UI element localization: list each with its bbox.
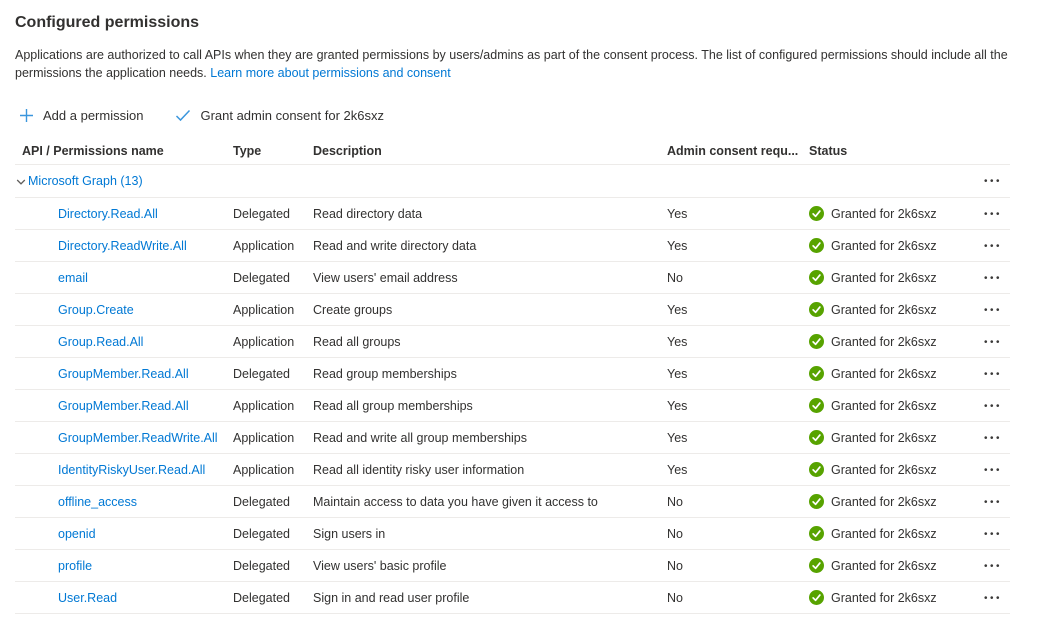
permission-status bbox=[809, 558, 962, 573]
permission-status bbox=[809, 494, 962, 509]
permission-type: Delegated bbox=[233, 526, 290, 541]
permission-row bbox=[15, 390, 1010, 422]
granted-check-icon bbox=[809, 430, 824, 445]
permission-name-link[interactable]: IdentityRiskyUser.Read.All bbox=[58, 462, 206, 477]
permission-type: Application bbox=[233, 462, 295, 477]
permission-row bbox=[15, 454, 1010, 486]
column-header-type[interactable]: Type bbox=[233, 143, 262, 158]
permission-type: Application bbox=[233, 398, 295, 413]
permission-description: Read all groups bbox=[313, 334, 401, 349]
permission-type: Application bbox=[233, 238, 295, 253]
permission-type: Delegated bbox=[233, 494, 290, 509]
permission-row bbox=[15, 326, 1010, 358]
api-group-link[interactable]: Microsoft Graph (13) bbox=[28, 174, 143, 188]
row-context-menu-button[interactable]: ••• bbox=[983, 240, 1002, 252]
permission-type: Delegated bbox=[233, 590, 290, 605]
learn-more-link[interactable]: Learn more about permissions and consent bbox=[210, 65, 451, 80]
permission-row bbox=[15, 582, 1010, 614]
admin-consent-value: No bbox=[667, 526, 683, 541]
admin-consent-value: Yes bbox=[667, 430, 688, 445]
status-text: Granted for 2k6sxz bbox=[831, 526, 937, 541]
permission-description: Read group memberships bbox=[313, 366, 457, 381]
description-body: Applications are authorized to call APIs when they are granted permissions by users/admins as part of the consent process. The list of configured permissions should include all the permissions the application needs. bbox=[15, 48, 1008, 80]
admin-consent-value: No bbox=[667, 270, 683, 285]
permission-status bbox=[809, 590, 962, 605]
permission-description: Read and write all group memberships bbox=[313, 430, 527, 445]
status-text: Granted for 2k6sxz bbox=[831, 206, 937, 221]
permission-name-link[interactable]: offline_access bbox=[58, 494, 137, 509]
permission-status bbox=[809, 270, 962, 285]
column-header-status[interactable]: Status bbox=[809, 143, 848, 158]
column-header-description[interactable]: Description bbox=[313, 143, 382, 158]
admin-consent-value: No bbox=[667, 590, 683, 605]
permission-name-link[interactable]: User.Read bbox=[58, 590, 118, 605]
row-context-menu-button[interactable]: ••• bbox=[983, 496, 1002, 508]
column-header-name[interactable]: API / Permissions name bbox=[22, 143, 164, 158]
status-text: Granted for 2k6sxz bbox=[831, 238, 937, 253]
permission-status bbox=[809, 430, 962, 445]
permission-description: Sign users in bbox=[313, 526, 386, 541]
table-header-row bbox=[15, 137, 1010, 165]
status-text: Granted for 2k6sxz bbox=[831, 430, 937, 445]
admin-consent-value: Yes bbox=[667, 398, 688, 413]
permission-row bbox=[15, 230, 1010, 262]
granted-check-icon bbox=[809, 302, 824, 317]
granted-check-icon bbox=[809, 494, 824, 509]
permission-type: Delegated bbox=[233, 366, 290, 381]
add-permission-button[interactable] bbox=[15, 106, 147, 125]
permission-status bbox=[809, 302, 962, 317]
permission-status bbox=[809, 238, 962, 253]
permission-row bbox=[15, 294, 1010, 326]
row-context-menu-button[interactable]: ••• bbox=[983, 592, 1002, 604]
admin-consent-value: No bbox=[667, 558, 683, 573]
admin-consent-value: Yes bbox=[667, 206, 688, 221]
row-context-menu-button[interactable]: ••• bbox=[983, 208, 1002, 220]
row-context-menu-button[interactable]: ••• bbox=[983, 304, 1002, 316]
admin-consent-value: Yes bbox=[667, 334, 688, 349]
row-context-menu-button[interactable]: ••• bbox=[983, 528, 1002, 540]
permission-status bbox=[809, 462, 962, 477]
status-text: Granted for 2k6sxz bbox=[831, 590, 937, 605]
permission-type: Delegated bbox=[233, 206, 290, 221]
permission-name-link[interactable]: Directory.Read.All bbox=[58, 206, 158, 221]
plus-icon bbox=[19, 108, 34, 123]
permission-row bbox=[15, 518, 1010, 550]
permission-description: Read directory data bbox=[313, 206, 423, 221]
permission-name-link[interactable]: profile bbox=[58, 558, 93, 573]
granted-check-icon bbox=[809, 398, 824, 413]
permission-name-link[interactable]: GroupMember.ReadWrite.All bbox=[58, 430, 218, 445]
permission-name-link[interactable]: email bbox=[58, 270, 88, 285]
permission-type: Delegated bbox=[233, 558, 290, 573]
permissions-table bbox=[15, 137, 1010, 614]
api-group-row bbox=[15, 165, 1010, 198]
permission-name-link[interactable]: GroupMember.Read.All bbox=[58, 398, 189, 413]
permission-status bbox=[809, 398, 962, 413]
permission-row bbox=[15, 198, 1010, 230]
granted-check-icon bbox=[809, 590, 824, 605]
admin-consent-value: Yes bbox=[667, 366, 688, 381]
permission-description: View users' basic profile bbox=[313, 558, 447, 573]
status-text: Granted for 2k6sxz bbox=[831, 462, 937, 477]
permission-status bbox=[809, 206, 962, 221]
status-text: Granted for 2k6sxz bbox=[831, 270, 937, 285]
permission-name-link[interactable]: Group.Create bbox=[58, 302, 134, 317]
permission-name-link[interactable]: Group.Read.All bbox=[58, 334, 144, 349]
description-text bbox=[15, 47, 1023, 82]
row-context-menu-button[interactable]: ••• bbox=[983, 400, 1002, 412]
permission-type: Application bbox=[233, 334, 295, 349]
status-text: Granted for 2k6sxz bbox=[831, 558, 937, 573]
granted-check-icon bbox=[809, 558, 824, 573]
permissions-toolbar bbox=[15, 105, 1042, 125]
permission-type: Application bbox=[233, 430, 295, 445]
granted-check-icon bbox=[809, 462, 824, 477]
page-title: Configured permissions bbox=[15, 14, 200, 31]
row-context-menu-button[interactable]: ••• bbox=[983, 464, 1002, 476]
row-context-menu-button[interactable]: ••• bbox=[983, 560, 1002, 572]
permission-row bbox=[15, 262, 1010, 294]
admin-consent-value: No bbox=[667, 494, 683, 509]
column-header-admin-consent[interactable]: Admin consent requ... bbox=[667, 143, 799, 158]
permission-description: View users' email address bbox=[313, 270, 458, 285]
granted-check-icon bbox=[809, 334, 824, 349]
chevron-down-icon[interactable] bbox=[15, 176, 27, 188]
status-text: Granted for 2k6sxz bbox=[831, 302, 937, 317]
status-text: Granted for 2k6sxz bbox=[831, 334, 937, 349]
group-context-menu-button[interactable]: ••• bbox=[983, 176, 1002, 187]
permission-description: Sign in and read user profile bbox=[313, 590, 470, 605]
permission-status bbox=[809, 334, 962, 349]
permission-description: Read all identity risky user information bbox=[313, 462, 525, 477]
status-text: Granted for 2k6sxz bbox=[831, 366, 937, 381]
permission-row bbox=[15, 486, 1010, 518]
permission-description: Read all group memberships bbox=[313, 398, 473, 413]
grant-admin-consent-label: Grant admin consent for 2k6sxz bbox=[200, 107, 384, 123]
granted-check-icon bbox=[809, 206, 824, 221]
admin-consent-value: Yes bbox=[667, 302, 688, 317]
permission-description: Maintain access to data you have given it access to bbox=[313, 494, 598, 509]
admin-consent-value: Yes bbox=[667, 238, 688, 253]
row-context-menu-button[interactable]: ••• bbox=[983, 432, 1002, 444]
admin-consent-value: Yes bbox=[667, 462, 688, 477]
permission-description: Read and write directory data bbox=[313, 238, 477, 253]
permission-status bbox=[809, 366, 962, 381]
permission-type: Application bbox=[233, 302, 295, 317]
permission-row bbox=[15, 358, 1010, 390]
permission-name-link[interactable]: openid bbox=[58, 526, 96, 541]
granted-check-icon bbox=[809, 270, 824, 285]
granted-check-icon bbox=[809, 526, 824, 541]
table-body bbox=[15, 198, 1010, 614]
status-text: Granted for 2k6sxz bbox=[831, 494, 937, 509]
granted-check-icon bbox=[809, 366, 824, 381]
row-context-menu-button[interactable]: ••• bbox=[983, 272, 1002, 284]
granted-check-icon bbox=[809, 238, 824, 253]
row-context-menu-button[interactable]: ••• bbox=[983, 336, 1002, 348]
permission-row bbox=[15, 550, 1010, 582]
add-permission-label: Add a permission bbox=[43, 107, 144, 123]
check-icon bbox=[175, 109, 191, 122]
status-text: Granted for 2k6sxz bbox=[831, 398, 937, 413]
permission-name-link[interactable]: Directory.ReadWrite.All bbox=[58, 238, 187, 253]
permission-type: Delegated bbox=[233, 270, 290, 285]
grant-admin-consent-button[interactable] bbox=[171, 106, 388, 125]
permission-name-link[interactable]: GroupMember.Read.All bbox=[58, 366, 189, 381]
permission-status bbox=[809, 526, 962, 541]
permission-row bbox=[15, 422, 1010, 454]
row-context-menu-button[interactable]: ••• bbox=[983, 368, 1002, 380]
permission-description: Create groups bbox=[313, 302, 393, 317]
